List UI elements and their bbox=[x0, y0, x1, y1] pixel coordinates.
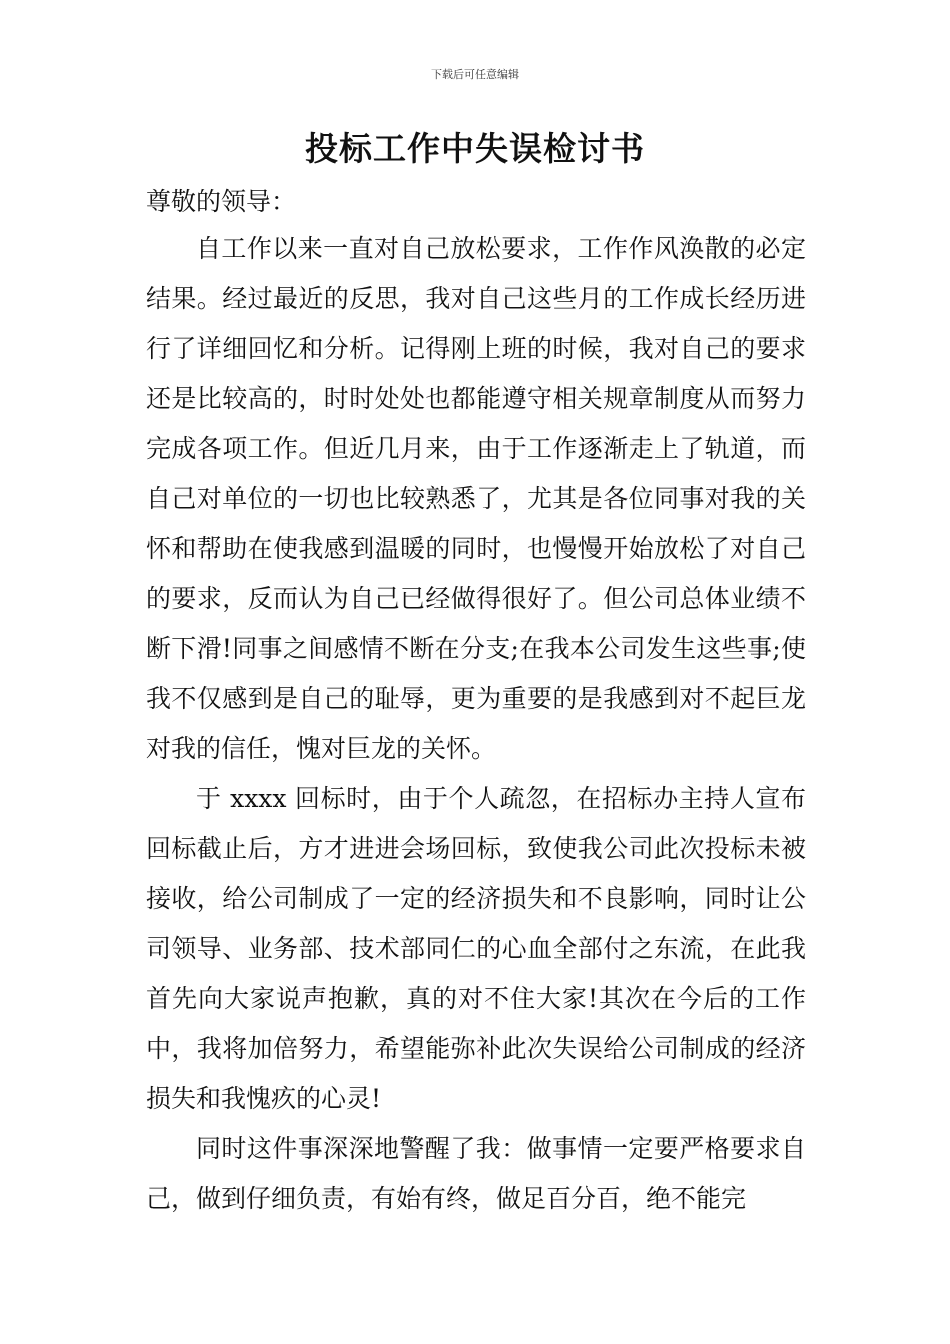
document-title: 投标工作中失误检讨书 bbox=[305, 129, 645, 168]
body-paragraph: 于 xxxx 回标时，由于个人疏忽，在招标办主持人宣布回标截止后，方才进进会场回标，致使我公司此次投标未被接收，给公司制成了一定的经济损失和不良影响，同时让公司领导、业务部、技术部同仁的心血全部付之东流，在此我首先向大家说声抱歉，真的对不住大家!其次在今后的工作中，我将加倍努力，希望能弥补此次失误给公司制成的经济损失和我愧疚的心灵! bbox=[146, 784, 806, 1113]
body-paragraph: 同时这件事深深地警醒了我：做事情一定要严格要求自己，做到仔细负责，有始有终，做足百分百，绝不能完 bbox=[146, 1134, 806, 1213]
page-header-note: 下载后可任意编辑 bbox=[431, 68, 519, 81]
body-paragraph: 自工作以来一直对自己放松要求，工作作风涣散的必定结果。经过最近的反思，我对自己这些月的工作成长经历进行了详细回忆和分析。记得刚上班的时候，我对自己的要求还是比较高的，时时处处也都能遵守相关规章制度从而努力完成各项工作。但近几月来，由于工作逐渐走上了轨道，而自己对单位的一切也比较熟悉了，尤其是各位同事对我的关怀和帮助在使我感到温暖的同时，也慢慢开始放松了对自己的要求，反而认为自己已经做得很好了。但公司总体业绩不断下滑!同事之间感情不断在分支;在我本公司发生这些事;使我不仅感到是自己的耻辱，更为重要的是我感到对不起巨龙对我的信任，愧对巨龙的关怀。 bbox=[146, 234, 806, 763]
salutation: 尊敬的领导： bbox=[146, 187, 297, 216]
